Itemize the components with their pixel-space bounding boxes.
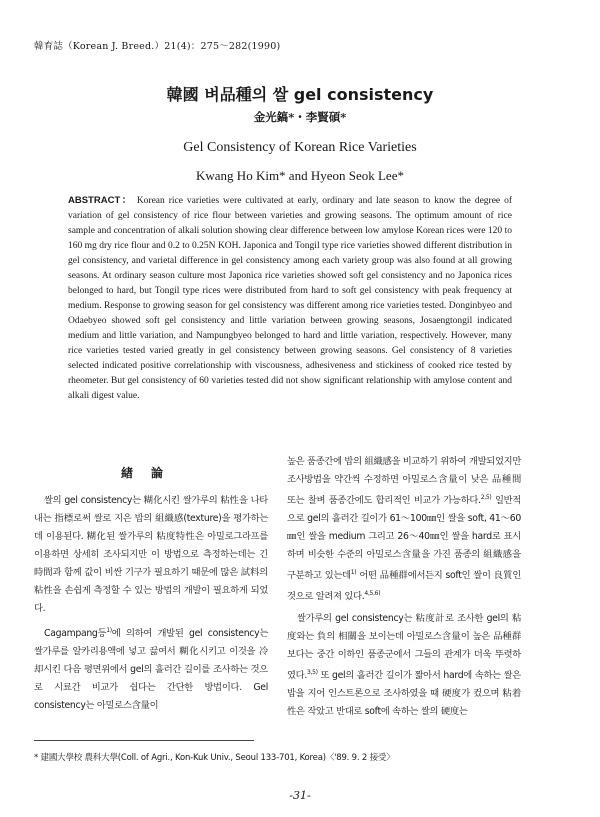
authors-korean: 金光鎬*・李賢碩* <box>253 110 347 124</box>
affiliation-footnote: * 建國大學校 農科大學(Coll. of Agri., Kon-Kuk Univ., Seoul 133-701, Korea)〈'89. 9. 2 接受〉 <box>34 753 395 763</box>
reference-superscript: 4,5,6) <box>364 590 381 598</box>
footnote-divider <box>34 740 254 741</box>
paragraph-text: 쌀가루의 gel consistency는 粘度計로 조사한 gel의 粘度와는 負의 相關을 보이는데 아밀로스含量이 높은 品種群보다는 중간 이하인 품종군에서 그들의 관계가 더욱 뚜렷하였다. <box>287 613 521 682</box>
reference-superscript: 3,5) <box>307 669 318 677</box>
paragraph <box>287 453 521 606</box>
page-number: -31- <box>289 789 311 802</box>
paper-title-korean: 韓國 벼品種의 쌀 gel consistency <box>166 85 434 104</box>
body-column-right <box>287 453 521 725</box>
reference-superscript: 2,5) <box>480 494 492 501</box>
paragraph-text: 쌀의 gel consistency는 糊化시킨 쌀가루의 粘性을 나타내는 指標로써 쌀로 지은 밥의 組織感(texture)을 평가하는데 이용된다. 糊化된 쌀가루의 粘度特性은 아밀로그라프를 이용하면 상세히 조사되지만 이 방법으로 측정하는데는 긴 時間과 함께 값이 비싼 기구가 필요하기 때문에 많은 試料의 粘性을 손쉽게 측정할 수 있는 방법의 개발이 필요하게 되었다. <box>34 495 268 614</box>
paragraph <box>287 610 521 721</box>
paragraph-text: Cagampang등 <box>44 628 107 640</box>
journal-header: 韓育誌（Korean J. Breed.）21(4)：275～282(1990) <box>34 41 281 52</box>
paper-title-english: Gel Consistency of Korean Rice Varieties <box>183 140 417 155</box>
authors-english: Kwang Ho Kim* and Hyeon Seok Lee* <box>196 168 404 183</box>
paragraph <box>34 622 268 715</box>
section-heading-introduction: 緖論 <box>120 466 181 480</box>
abstract <box>68 193 512 404</box>
paragraph-text: 에 의하여 개발된 gel consistency는 쌀가루를 알카리용액에 넣고 끓여서 糊化시키고 이것을 冷却시킨 다음 평면위에서 gel의 흘러간 길이를 조사하는 것으로 시료간 비교가 쉽다는 간단한 방법이다. Gel consistency는 아밀로스含量이 <box>34 628 268 712</box>
reference-superscript: 1) <box>350 569 357 577</box>
paragraph <box>34 492 268 618</box>
abstract-label: ABSTRACT： <box>68 195 133 206</box>
paragraph-text: 어떤 品種群에서든지 soft인 쌀이 良質인 것으로 알려져 있다. <box>287 570 522 603</box>
paragraph-text: 또 gel의 흘러간 길이가 짧아서 hard에 속하는 쌀은 밥을 지어 인스트론으로 조사하였을 때 硬度가 컸으며 粘着性은 작았고 반대로 soft에 속하는 쌀의 硬度는 <box>287 670 521 718</box>
reference-superscript: 1) <box>106 627 112 634</box>
body-column-left <box>34 460 268 719</box>
abstract-text: Korean rice varieties were cultivated at early, ordinary and late season to know the degree of variation of gel consistency of rice flour between varieties and growing seasons. The optimum amount of rice sample and concentration of alkali solution showing clear difference between low amylose Korean rices were 120 to 160 mg dry rice flour and 0.2 to 0.25N KOH. Japonica and Tongil type rice varieties showed different distribution in gel consistency, and varietal difference in gel consistency among each variety group was also found at all growing seasons. At ordinary season culture most Japonica rice varieties showed soft gel consistency and no Japonica rices belonged to hard, but Tongil type rices were distributed from hard to soft gel consistency with peak frequency at medium. Response to growing season for gel consistency was different among rice varieties tested. Donginbyeo and Odaebyeo showed soft gel consistency and little variation between growing seasons, Josaengtongil indicated medium and little variation, and Nampungbyeo belonged to hard and little variation, respectively. However, many rice varieties tested varied greatly in gel consistency between growing seasons. Gel consistency of 8 varieties selected indicated positive correlationship with viscousness, adhesiveness and stickiness of cooked rice tested by rheometer. But gel consistency of 60 varieties tested did not show significant relationship with amylose content and alkali digest value. <box>68 196 512 401</box>
paragraph-text: 일반적으로 gel의 흘러간 길이가 61～100㎜인 쌀을 soft, 41～60㎜인 쌀을 medium 그리고 26～40㎜인 쌀을 hard로 표시하며 비슷한 수준의 아밀로스含量을 가진 품종의 組織感을 구분하고 있는데 <box>287 495 521 582</box>
paragraph-text: 높은 품종간에 밥의 組織感을 비교하기 위하여 개발되었지만 조사방법을 약간씩 수정하면 아밀로스含量이 낮은 品種間 또는 찰벼 품종간에도 합리적인 비교가 가능하다. <box>287 456 521 507</box>
